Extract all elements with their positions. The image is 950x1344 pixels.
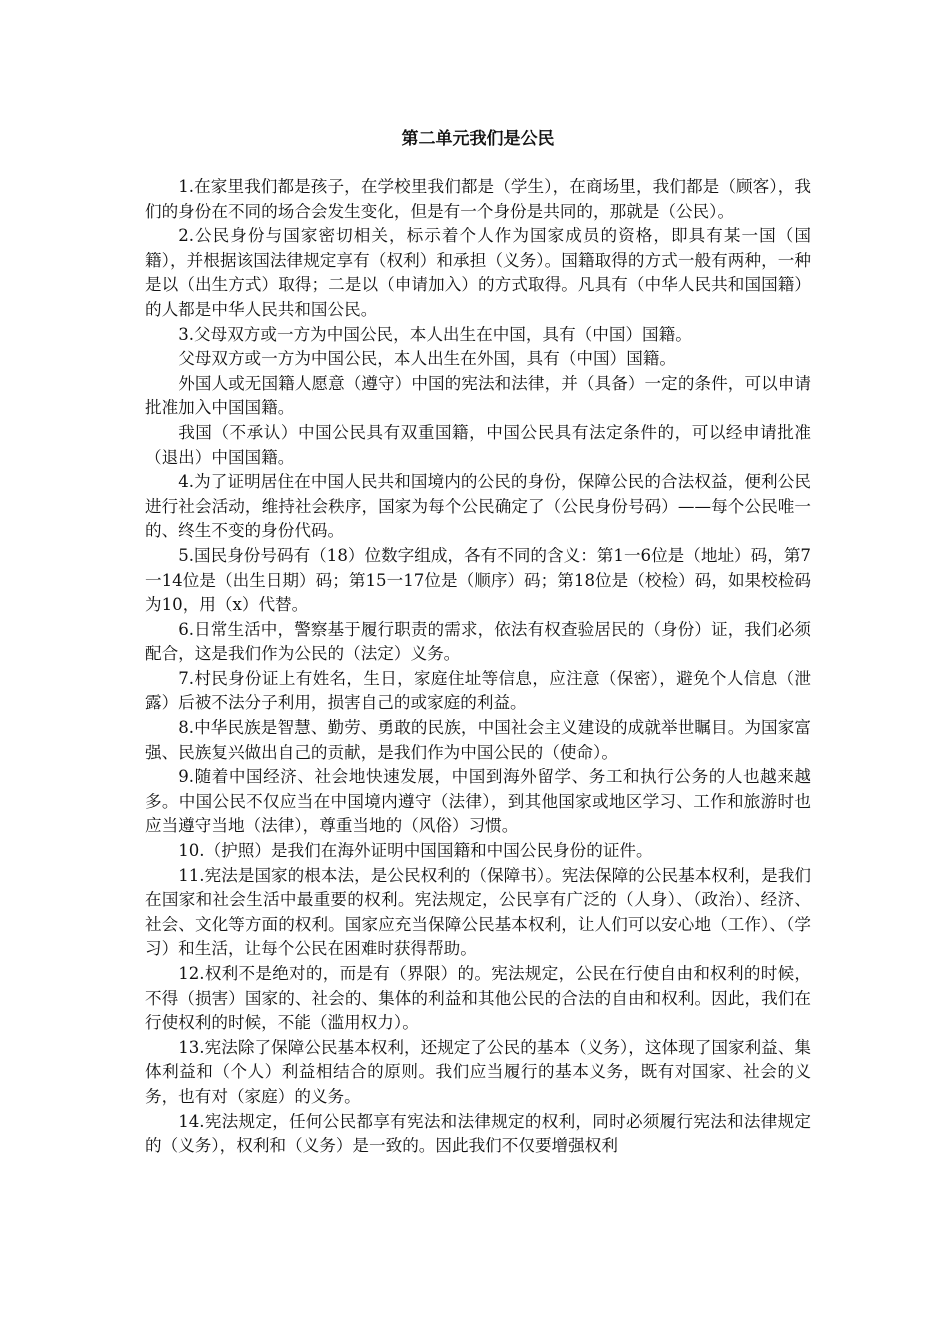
paragraph-13: 13.宪法除了保障公民基本权利，还规定了公民的基本（义务），这体现了国家利益、集体利益和（个人）利益相结合的原则。我们应当履行的基本义务，既有对国家、社会的义务，也有对（家庭）的义务。 — [145, 1037, 811, 1106]
paragraph-9: 9.随着中国经济、社会地快速发展，中国到海外留学、务工和执行公务的人也越来越多。中国公民不仅应当在中国境内遵守（法律），到其他国家或地区学习、工作和旅游时也应当遵守当地（法律），尊重当地的（风俗）习惯。 — [145, 767, 811, 836]
paragraph-3: 3.父母双方或一方为中国公民，本人出生在中国，具有（中国）国籍。 — [178, 324, 692, 344]
paragraph-6: 6.日常生活中，警察基于履行职责的需求，依法有权查验居民的（身份）证，我们必须配合，这是我们作为公民的（法定）义务。 — [145, 619, 811, 664]
paragraph-3c: 外国人或无国籍人愿意（遵守）中国的宪法和法律，并（具备）一定的条件，可以申请批准加入中国国籍。 — [145, 373, 811, 418]
page-title: 第二单元我们是公民 — [401, 129, 555, 149]
paragraph-10: 10.（护照）是我们在海外证明中国国籍和中国公民身份的证件。 — [178, 841, 653, 861]
paragraph-3b: 父母双方或一方为中国公民，本人出生在外国，具有（中国）国籍。 — [178, 349, 676, 369]
paragraph-1: 1.在家里我们都是孩子，在学校里我们都是（学生），在商场里，我们都是（顾客），我们的身份在不同的场合会发生变化，但是有一个身份是共同的，那就是（公民）。 — [145, 177, 811, 221]
paragraph-2: 2.公民身份与国家密切相关，标示着个人作为国家成员的资格，即具有某一国（国籍），并根据该国法律规定享有（权利）和承担（义务）。国籍取得的方式一般有两种，一种是以（出生方式）取得；二是以（申请加入）的方式取得。凡具有（中华人民共和国国籍）的人都是中华人民共和国公民。 — [145, 226, 811, 319]
document-page — [145, 0, 811, 1344]
paragraph-4: 4.为了证明居住在中国人民共和国境内的公民的身份，保障公民的合法权益，便利公民进行社会活动，维持社会秩序，国家为每个公民确定了（公民身份号码）——每个公民唯一的、终生不变的身份代码。 — [145, 472, 811, 541]
document-body — [145, 175, 811, 1159]
paragraph-11: 11.宪法是国家的根本法，是公民权利的（保障书）。宪法保障的公民基本权利，是我们在国家和社会生活中最重要的权利。宪法规定，公民享有广泛的（人身）、（政治）、经济、社会、文化等方面的权利。国家应充当保障公民基本权利，让人们可以安心地（工作）、（学习）和生活，让每个公民在困难时获得帮助。 — [145, 865, 811, 959]
paragraph-14: 14.宪法规定，任何公民都享有宪法和法律规定的权利，同时必须履行宪法和法律规定的（义务），权利和（义务）是一致的。因此我们不仅要增强权利 — [145, 1111, 811, 1156]
paragraph-3d: 我国（不承认）中国公民具有双重国籍，中国公民具有法定条件的，可以经申请批准（退出）中国国籍。 — [145, 422, 811, 467]
paragraph-12: 12.权利不是绝对的，而是有（界限）的。宪法规定，公民在行使自由和权利的时候，不得（损害）国家的、社会的、集体的利益和其他公民的合法的自由和权利。因此，我们在行使权利的时候，不能（滥用权力）。 — [145, 964, 811, 1033]
paragraph-8: 8.中华民族是智慧、勤劳、勇敢的民族，中国社会主义建设的成就举世瞩目。为国家富强、民族复兴做出自己的贡献，是我们作为中国公民的（使命）。 — [145, 718, 811, 762]
paragraph-5: 5.国民身份号码有（18）位数字组成，各有不同的含义：第1一6位是（地址）码，第7一14位是（出生日期）码；第15一17位是（顺序）码；第18位是（校检）码，如果校检码为10，用（x）代替。 — [145, 545, 811, 615]
paragraph-7: 7.村民身份证上有姓名，生日，家庭住址等信息，应注意（保密），避免个人信息（泄露）后被不法分子利用，损害自己的或家庭的利益。 — [145, 668, 811, 713]
